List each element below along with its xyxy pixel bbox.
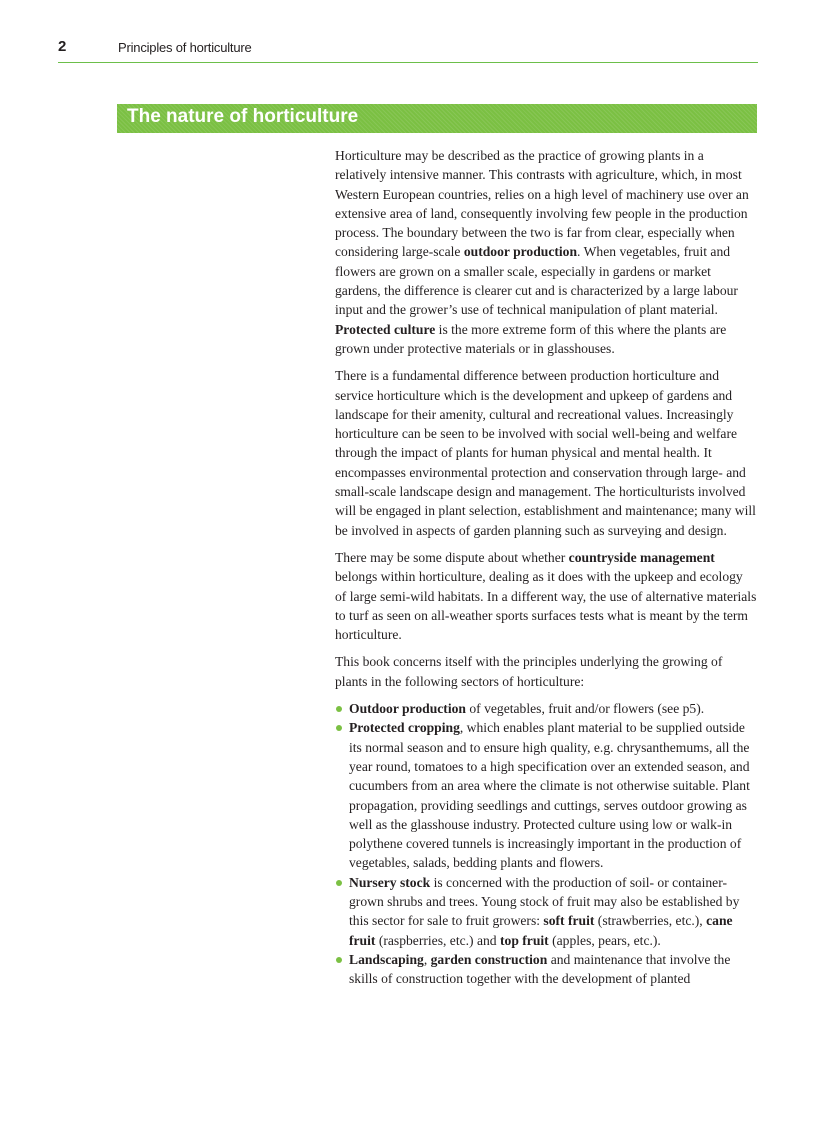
list-item-text	[349, 701, 704, 716]
text-run: Horticulture may be described as the practice of growing plants in a relatively intensive manner. This contrasts with agriculture, which, in most Western European countries, relies on a high level of machinery use over an extensive area of land, consequently involving few people in the production process. The boundary between the two is far from clear, especially when considering large-scale	[335, 148, 749, 260]
running-title: Principles of horticulture	[118, 40, 252, 55]
key-term: soft fruit	[543, 913, 595, 929]
bullet-dot-icon	[336, 706, 342, 712]
text-run: (raspberries, etc.) and	[375, 932, 500, 948]
key-term: Nursery stock	[349, 874, 431, 890]
paragraph	[335, 652, 757, 691]
bullet-dot-icon	[336, 725, 342, 731]
paragraphs-container	[335, 146, 757, 691]
key-term: countryside management	[568, 549, 715, 565]
sector-list	[335, 699, 757, 988]
key-term: outdoor production	[463, 244, 578, 260]
list-item	[335, 950, 757, 989]
text-run: . When vegetables, fruit and flowers are grown on a smaller scale, especially in gardens or market gardens, the difference is clearer cut and is characterized by a large labour input and the grower’s use of technical manipulation of plant material.	[335, 244, 738, 318]
list-item	[335, 699, 757, 718]
key-term: top fruit	[500, 932, 549, 948]
list-item-text	[349, 875, 739, 948]
text-run: of vegetables, fruit and/or flowers (see p5).	[465, 701, 705, 717]
section-title: The nature of horticulture	[127, 106, 359, 127]
section-banner	[117, 104, 757, 133]
body-text	[335, 146, 757, 988]
text-run: is concerned with the production of soil- or container-grown shrubs and trees. Young stock of fruit may also be established by this sector for sale to fruit growers:	[349, 874, 740, 929]
key-term: Outdoor production	[349, 701, 466, 717]
key-term: Protected cropping	[349, 720, 460, 736]
paragraph	[335, 548, 757, 644]
key-term: Protected culture	[335, 321, 436, 337]
list-item	[335, 873, 757, 950]
text-run: ,	[423, 951, 431, 967]
text-run: There is a fundamental difference between production horticulture and service horticulture which is the development and upkeep of gardens and landscape for their amenity, cultural and recreational values. Increasingly horticulture can be seen to be involved with social well-being and welfare through the impact of plants for human physical and mental health. It encompasses environmental protection and conservation through large- and small-scale landscape design and management. The horticulturists involved will be engaged in plant selection, establishment and maintenance; many will be involved in aspects of garden planning such as surveying and design.	[335, 368, 756, 538]
page-header	[58, 36, 758, 63]
list-item	[335, 718, 757, 872]
key-term: cane fruit	[349, 913, 733, 948]
bullet-dot-icon	[336, 957, 342, 963]
text-run: and maintenance that involve the skills of construction together with the development of planted	[349, 951, 731, 987]
text-run: belongs within horticulture, dealing as it does with the upkeep and ecology of large semi-wild habitats. In a different way, the use of alternative materials to turf as seen on all-weather sports surfaces tests what is meant by the term horticulture.	[335, 569, 757, 643]
bullet-dot-icon	[336, 880, 342, 886]
text-run: There may be some dispute about whether	[335, 549, 569, 565]
list-item-text	[349, 720, 750, 870]
text-run: , which enables plant material to be supplied outside its normal season and to ensure high quality, e.g. chrysanthemums, all the year round, tomatoes to a high specification over an extended season, and cucumbers from an area where the climate is not otherwise suitable. Plant propagation, providing seedlings and cuttings, serves outdoor growing as well as the glasshouse industry. Protected culture using low or walk-in polythene covered tunnels is increasingly important in the production of vegetables, salads, bedding plants and flowers.	[349, 720, 750, 871]
list-item-text	[349, 952, 730, 986]
key-term: Landscaping	[349, 951, 424, 967]
text-run: is the more extreme form of this where the plants are grown under protective materials or in glasshouses.	[335, 321, 727, 356]
text-run: (apples, pears, etc.).	[548, 932, 661, 948]
page-number: 2	[58, 38, 67, 55]
paragraph	[335, 146, 757, 358]
text-run: This book concerns itself with the principles underlying the growing of plants in the following sectors of horticulture:	[335, 654, 723, 689]
paragraph	[335, 366, 757, 540]
key-term: garden construction	[430, 951, 548, 967]
text-run: (strawberries, etc.),	[594, 913, 707, 929]
